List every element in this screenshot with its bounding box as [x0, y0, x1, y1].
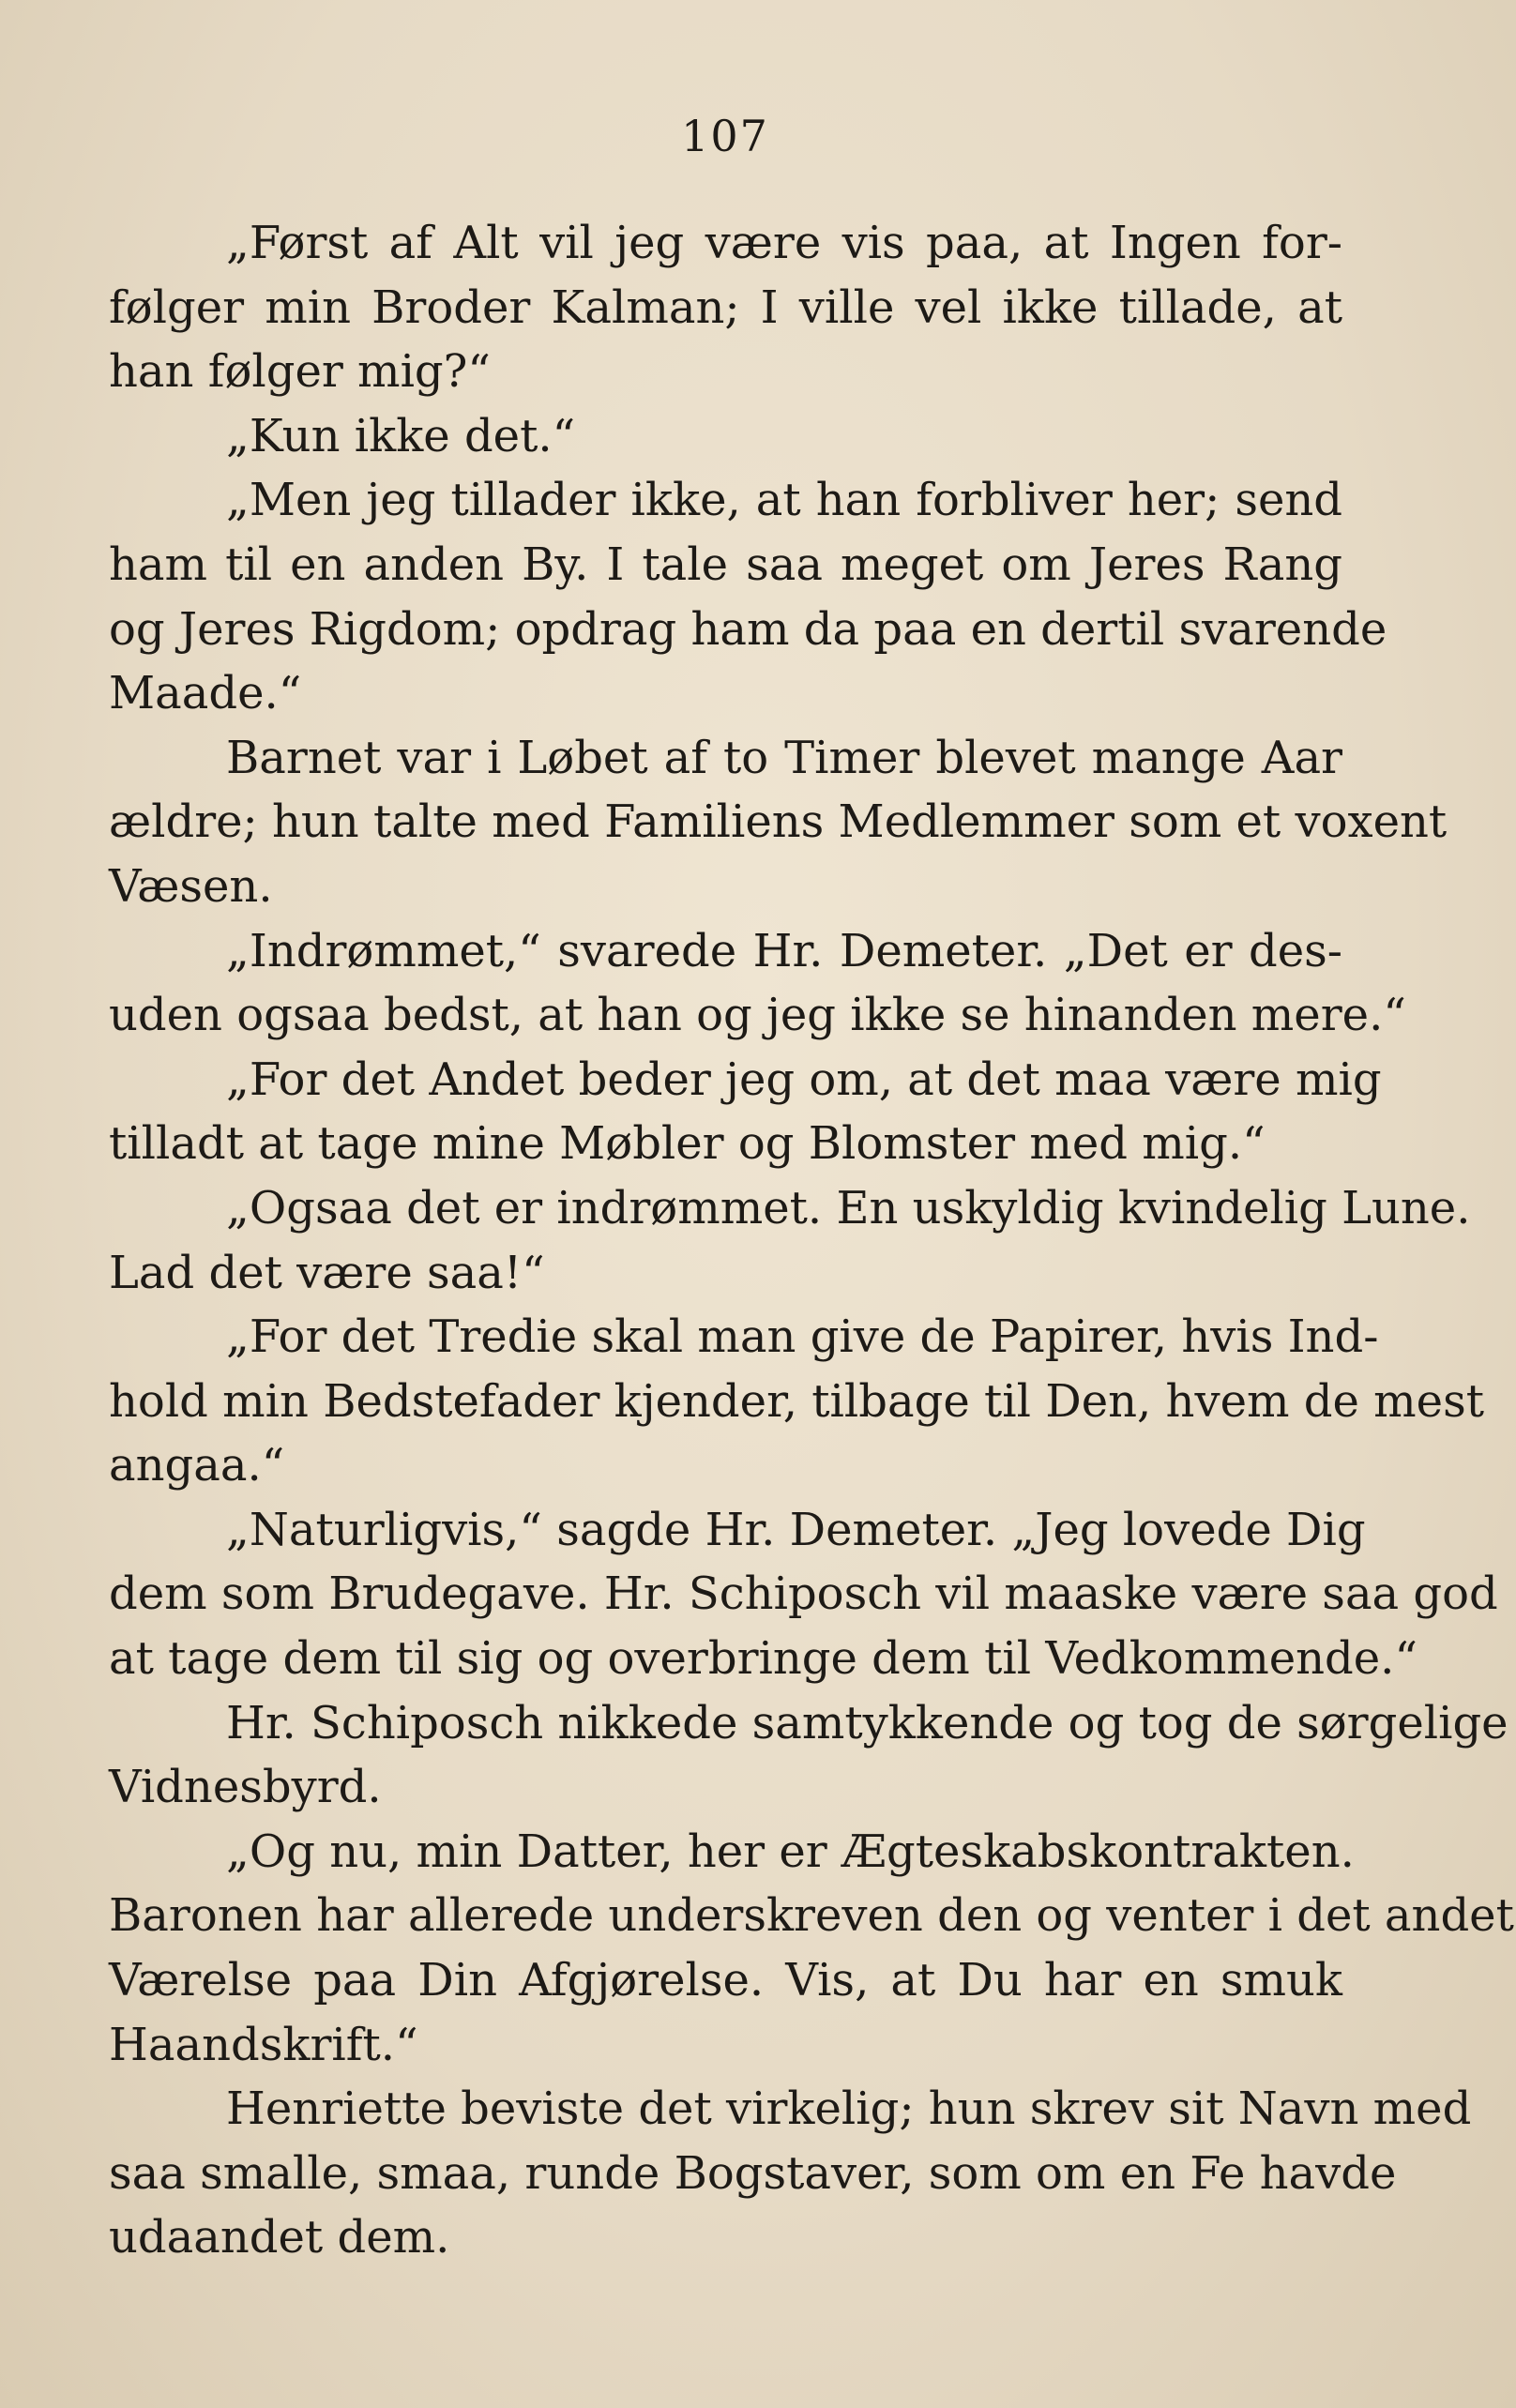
text-line: Lad det være saa!“ — [109, 1246, 545, 1299]
text-line: Værelse paa Din Afgjørelse. Vis, at Du har en smuk — [109, 1954, 1342, 2007]
text-line: Hr. Schiposch nikkede samtykkende og tog de sørgelige — [226, 1696, 1508, 1749]
text-line: „Indrømmet,“ svarede Hr. Demeter. „Det er des- — [226, 924, 1342, 977]
text-line: og Jeres Rigdom; opdrag ham da paa en dertil svarende — [109, 602, 1387, 656]
text-line: tilladt at tage mine Møbler og Blomster med mig.“ — [109, 1117, 1266, 1171]
page-number: 107 — [681, 111, 769, 161]
text-line: Vidnesbyrd. — [109, 1761, 382, 1814]
text-line: ældre; hun talte med Familiens Medlemmer som et voxent — [109, 795, 1448, 849]
text-line: Væsen. — [109, 859, 273, 913]
text-line: „Men jeg tillader ikke, at han forbliver her; send — [226, 474, 1342, 527]
text-line: han følger mig?“ — [109, 345, 491, 399]
body-text — [109, 211, 1514, 2270]
text-line: Barnet var i Løbet af to Timer blevet mange Aar — [226, 731, 1342, 784]
text-line: „Naturligvis,“ sagde Hr. Demeter. „Jeg lovede Dig — [226, 1503, 1366, 1556]
text-line: Maade.“ — [109, 667, 302, 720]
text-line: uden ogsaa bedst, at han og jeg ikke se hinanden mere.“ — [109, 989, 1406, 1042]
text-line: „For det Andet beder jeg om, at det maa være mig — [226, 1053, 1382, 1106]
text-line: saa smalle, smaa, runde Bogstaver, som om en Fe havde — [109, 2146, 1397, 2200]
text-line: ham til en anden By. I tale saa meget om Jeres Rang — [109, 538, 1342, 591]
text-line: „Ogsaa det er indrømmet. En uskyldig kvindelig Lune. — [226, 1181, 1471, 1234]
text-line: „For det Tredie skal man give de Papirer, hvis Ind- — [226, 1310, 1379, 1364]
text-line: „Kun ikke det.“ — [226, 409, 576, 462]
text-line: Henriette beviste det virkelig; hun skrev sit Navn med — [226, 2082, 1472, 2136]
text-line: at tage dem til sig og overbringe dem til Vedkommende.“ — [109, 1632, 1417, 1686]
text-line: „Først af Alt vil jeg være vis paa, at Ingen for- — [226, 217, 1342, 269]
text-line: udaandet dem. — [109, 2211, 450, 2264]
text-line: Haandskrift.“ — [109, 2018, 418, 2071]
text-line: følger min Broder Kalman; I ville vel ikke tillade, at — [109, 280, 1342, 334]
text-line: Baronen har allerede underskreven den og venter i det andet — [109, 1889, 1514, 1943]
text-line: „Og nu, min Datter, her er Ægteskabskontrakten. — [226, 1825, 1355, 1878]
text-line: angaa.“ — [109, 1439, 285, 1492]
text-line: hold min Bedstefader kjender, tilbage til Den, hvem de mest — [109, 1374, 1484, 1428]
text-line: dem som Brudegave. Hr. Schiposch vil maaske være saa god — [109, 1567, 1498, 1621]
